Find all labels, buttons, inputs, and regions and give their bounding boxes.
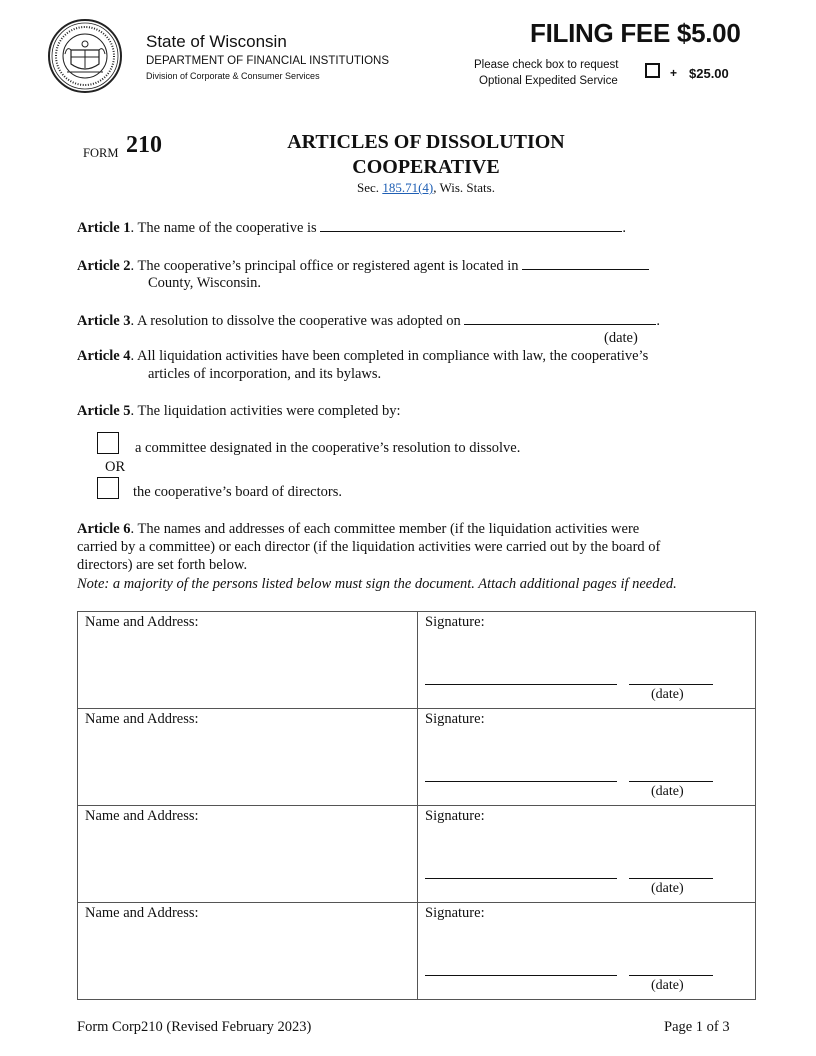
- expedite-request-line1: Please check box to request: [474, 59, 619, 71]
- date-label: (date): [651, 784, 684, 799]
- date-line[interactable]: [629, 684, 713, 685]
- name-address-cell[interactable]: Name and Address:: [78, 903, 418, 1000]
- page-number: Page 1 of 3: [664, 1019, 730, 1035]
- plus-sign: +: [670, 66, 678, 80]
- article-2: Article 2. The cooperative’s principal office or registered agent is located in: [77, 256, 649, 275]
- form-title: ARTICLES OF DISSOLUTION: [287, 131, 565, 153]
- county-field[interactable]: [522, 256, 649, 270]
- expedited-fee: $25.00: [689, 66, 729, 81]
- statute-reference: Sec. 185.71(4), Wis. Stats.: [357, 180, 495, 195]
- article-6-line3: directors) are set forth below.: [77, 557, 248, 573]
- department-name: DEPARTMENT OF FINANCIAL INSTITUTIONS: [146, 55, 390, 67]
- form-number: 210: [126, 132, 162, 158]
- board-checkbox[interactable]: [97, 477, 119, 499]
- table-row: [78, 612, 756, 709]
- expedite-request-line2: Optional Expedited Service: [479, 75, 618, 87]
- article-5: Article 5. The liquidation activities were completed by:: [77, 403, 401, 419]
- article-3-date-label: (date): [604, 330, 638, 346]
- date-label: (date): [651, 687, 684, 702]
- wisconsin-dfi-seal-icon: [47, 18, 123, 94]
- signature-cell[interactable]: Signature: (date): [418, 806, 756, 903]
- division-name: Division of Corporate & Consumer Services: [146, 71, 320, 81]
- state-name: State of Wisconsin: [146, 32, 287, 51]
- option-committee: a committee designated in the cooperative’s resolution to dissolve.: [135, 440, 521, 456]
- filing-fee: FILING FEE $5.00: [530, 18, 741, 48]
- date-label: (date): [651, 978, 684, 993]
- form-revision: Form Corp210 (Revised February 2023): [77, 1019, 312, 1035]
- table-row: [78, 806, 756, 903]
- date-line[interactable]: [629, 975, 713, 976]
- signature-line[interactable]: [425, 684, 617, 685]
- name-address-cell[interactable]: Name and Address:: [78, 612, 418, 709]
- signature-cell[interactable]: Signature: (date): [418, 709, 756, 806]
- article-4: Article 4. All liquidation activities have been completed in compliance with law, the cooperative’s: [77, 348, 649, 364]
- date-label: (date): [651, 881, 684, 896]
- signature-cell[interactable]: Signature: (date): [418, 612, 756, 709]
- signature-line[interactable]: [425, 878, 617, 879]
- expedited-service-checkbox[interactable]: [645, 63, 660, 78]
- signature-table: [77, 611, 756, 1000]
- date-line[interactable]: [629, 878, 713, 879]
- table-row: [78, 903, 756, 1000]
- article-4-line2: articles of incorporation, and its bylaws.: [148, 366, 382, 382]
- article-2-line2: County, Wisconsin.: [148, 275, 262, 291]
- resolution-date-field[interactable]: [464, 311, 656, 325]
- signature-line[interactable]: [425, 975, 617, 976]
- or-label: OR: [105, 459, 126, 475]
- name-address-cell[interactable]: Name and Address:: [78, 709, 418, 806]
- article-6-line2: carried by a committee) or each director (if the liquidation activities were carried out by the board of: [77, 539, 661, 555]
- signature-line[interactable]: [425, 781, 617, 782]
- cooperative-name-field[interactable]: [320, 218, 622, 232]
- table-row: [78, 709, 756, 806]
- option-board: the cooperative’s board of directors.: [133, 484, 342, 500]
- committee-checkbox[interactable]: [97, 432, 119, 454]
- article-3: Article 3. A resolution to dissolve the cooperative was adopted on .: [77, 313, 661, 329]
- statute-link[interactable]: 185.71(4): [382, 180, 434, 195]
- form-subtitle: COOPERATIVE: [352, 156, 500, 178]
- signature-cell[interactable]: Signature: (date): [418, 903, 756, 1000]
- article-6: Article 6. The names and addresses of each committee member (if the liquidation activities were: [77, 521, 640, 537]
- name-address-cell[interactable]: Name and Address:: [78, 806, 418, 903]
- form-label: FORM: [83, 146, 119, 160]
- article-1: Article 1. The name of the cooperative is .: [77, 220, 626, 236]
- date-line[interactable]: [629, 781, 713, 782]
- signature-note: Note: a majority of the persons listed below must sign the document. Attach additional pages if needed.: [77, 576, 677, 592]
